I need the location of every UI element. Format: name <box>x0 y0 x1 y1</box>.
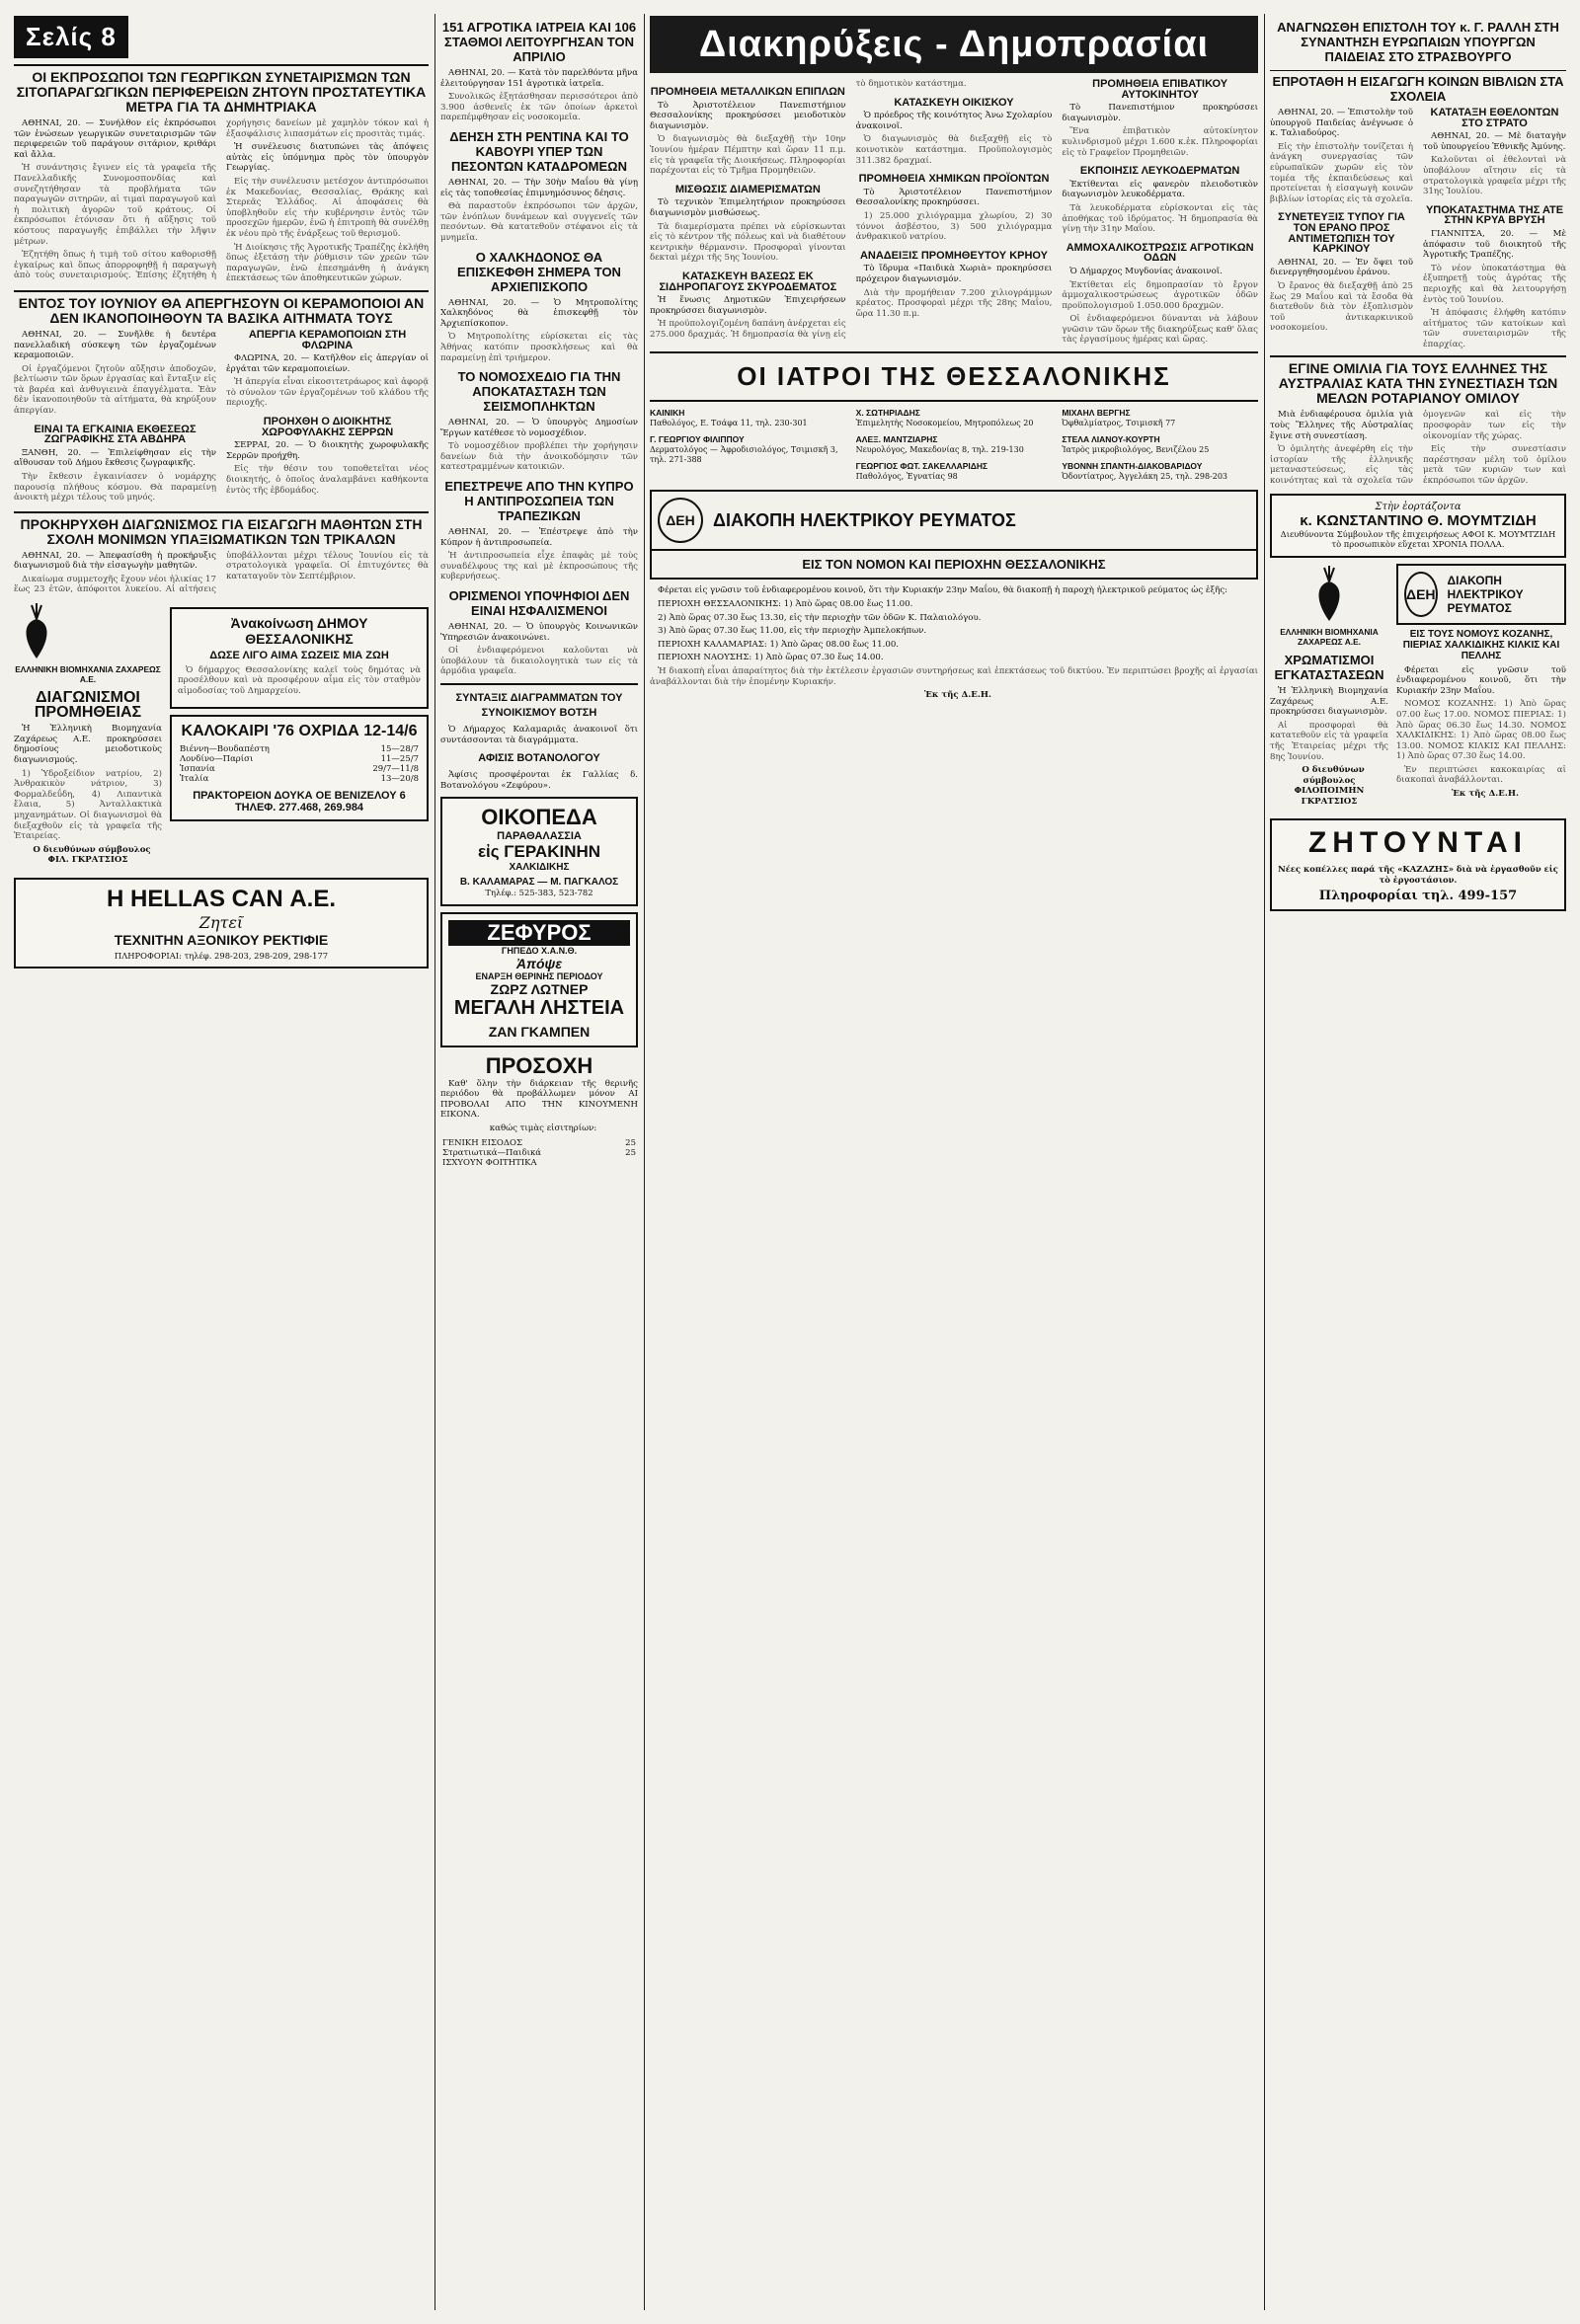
headline-cyprus-bankers: ΕΠΕΣΤΡΕΨΕ ΑΠΟ ΤΗΝ ΚΥΠΡΟ Η ΑΝΤΙΠΡΟΣΩΠΕΙΑ ΤΩΝ ΤΡΑΠΕΖΙΚΩΝ <box>444 479 634 524</box>
headline-rentina: ΔΕΗΣΗ ΣΤΗ ΡΕΝΤΙΝΑ ΚΑΙ ΤΟ ΚΑΒΟΥΡΙ ΥΠΕΡ ΤΩΝ ΠΕΣΟΝΤΩΝ ΚΑΤΑΔΡΟΜΕΩΝ <box>449 128 629 174</box>
attention-body: Καθ' ὅλην τὴν διάρκειαν τῆς θερινῆς περιόδου θὰ προβάλλωμεν μόνον ΑΙ ΠΡΟΒΟΛΑΙ ΑΠΟ ΤΗΝ ΚΙΝΟΥΜΕΝΗ ΕΙΚΟΝΑ. <box>440 1078 638 1121</box>
doctor-details: Ἰατρὸς μικροβιολόγος, Βενιζέλου 25 <box>1062 445 1210 455</box>
travel-row <box>178 764 421 774</box>
wanted-text: Νέες κοπέλλες παρά τῆς «ΚΑΖΑΖΗΣ» διὰ νὰ ἐργασθοῦν εἰς τὸ ἐργοστάσιον. <box>1278 864 1558 885</box>
article-text: ΑΘΗΝΑΙ, 20. — Συνήλθον εἰς ἐκπρόσωποι τῶν ἑνώσεων γεωργικῶν συνεταιρισμῶν τῶν περιφερειῶν τοῦ παράγουν σιτάριον, κριθάρι καὶ ἄλλα. <box>14 118 216 160</box>
hellas-role: ΤΕΧΝΙΤΗΝ ΑΞΟΝΙΚΟΥ ΡΕΚΤΙΦΙΕ <box>114 932 329 949</box>
hellas-can-ad <box>14 878 429 968</box>
name-day-intro: Στὴν ἑορτάζοντα <box>1375 502 1462 513</box>
doctor-entry <box>856 461 1053 482</box>
headline-candidates: ΟΡΙΣΜΕΝΟΙ ΥΠΟΨΗΦΙΟΙ ΔΕΝ ΕΙΝΑΙ ΗΣΦΑΛΙΣΜΕΝΟΙ <box>448 588 630 619</box>
plots-sub: ΠΑΡΑΘΑΛΑΣΣΙΑ <box>497 830 582 843</box>
headline-rural-clinics: 151 ΑΓΡΟΤΙΚΑ ΙΑΤΡΕΙΑ ΚΑΙ 106 ΣΤΑΘΜΟΙ ΛΕΙΤΟΥΡΓΗΣΑΝ ΤΟΝ ΑΠΡΙΛΙΟ <box>441 20 637 64</box>
doctor-entry <box>1062 461 1258 482</box>
power-cut-sign: Ἐκ τῆς Δ.Ε.Η. <box>924 690 991 701</box>
travel-title: ΚΑΛΟΚΑΙΡΙ '76 ΟΧΡΙΔΑ 12-14/6 <box>181 722 418 739</box>
power-cut-2-sign: Ἐκ τῆς Δ.Ε.Η. <box>1452 789 1519 800</box>
name-day-ad <box>1270 494 1566 557</box>
article-cooperatives: ΑΘΗΝΑΙ, 20. — Συνήλθον εἰς ἐκπρόσωποι τῶν ἑνώσεων γεωργικῶν συνεταιρισμῶν τῶν περιφερειῶν τοῦ παράγουν σιτάριον, κριθάρι καὶ ἄλλα. Ἡ συνάντησις ἔγινεν εἰς τὰ γραφεῖα τῆς Πανελλαδικῆς Συνομοσπονδίας καὶ συνεζητήθησαν τὰ προβλήματα τῶν παραγωγῶν σιτηρῶν, αἱ τιμαὶ παραγωγοῦ καὶ ἡ πολιτικὴ ἀγορῶν τοῦ κράτους. Οἱ ἐκπρόσωποι ἐτόνισαν ὅτι ἡ αὔξησις τοῦ κόστους παραγωγῆς ἐπιβάλλει τὴν λῆψιν μέτρων. Ἐζητήθη ὅπως ἡ τιμὴ τοῦ σίτου καθορισθῇ ἐγκαίρως καὶ ὅπως ἀπορροφηθῇ ἡ παραγωγὴ ἀπὸ τοὺς συνεταιρισμούς. Ἐπίσης ἐζητήθη ἡ χορήγησις δανείων μὲ χαμηλὸν τόκον καὶ ἡ ἐξασφάλισις λιπασμάτων εἰς προσιτὰς τιμάς. Ἡ συνέλευσις διατυπώνει τὰς ἀπόψεις αὐτὰς εἰς ὑπόμνημα πρὸς τὸν ὑπουργὸν Γεωργίας. Εἰς τὴν συνέλευσιν μετέσχον ἀντιπρόσωποι ἐκ Μακεδονίας, Θεσσαλίας, Θράκης καὶ Στερεᾶς Ἑλλάδος. Αἱ ἀποφάσεις θὰ ὑποβληθοῦν εἰς τὴν κυβέρνησιν ἐντὸς τῶν προσεχῶν ἡμερῶν, ἐνῶ ἡ ἐπιτροπὴ θὰ συνέλθῃ ἐκ νέου πρὸ τῆς ἐνάρξεως τοῦ θερισμοῦ. Ἡ Διοίκησις τῆς Ἀγροτικῆς Τραπέζης ἐκλήθη ὅπως ἐξετάσῃ τὴν ῥύθμισιν τῶν χρεῶν τῶν παραγωγῶν, ἐνῶ ἐπεσημάνθη ἡ ἀνάγκη ἐπεκτάσεως τῶν ἀποθηκευτικῶν χώρων. <box>14 118 429 284</box>
doctor-entry <box>856 434 1053 455</box>
ticket-price-row <box>440 1158 638 1168</box>
tender-title: ΔΙΑΓΩΝΙΣΜΟΙ ΠΡΟΜΗΘΕΙΑΣ <box>34 689 142 722</box>
headline-cooperatives: ΟΙ ΕΚΠΡΟΣΩΠΟΙ ΤΩΝ ΓΕΩΡΓΙΚΩΝ ΣΥΝΕΤΑΙΡΙΣΜΩΝ ΤΩΝ ΣΙΤΟΠΑΡΑΓΩΓΙΚΩΝ ΠΕΡΙΦΕΡΕΙΩΝ ΖΗΤΟΥΝ ΠΡΟΣΤΑΤΕΥΤΙΚΑ ΜΕΤΡΑ ΓΙΑ ΤΑ ΔΗΜΗΤΡΙΑΚΑ <box>14 64 429 115</box>
doctors-directory <box>650 408 1258 482</box>
doctor-name: ΜΙΧΑΗΛ ΒΕΡΓΗΣ <box>1062 408 1131 419</box>
doctors-title: ΟΙ ΙΑΤΡΟΙ ΤΗΣ ΘΕΣΣΑΛΟΝΙΚΗΣ <box>650 351 1258 402</box>
power-cut-zone: 2) Ἀπὸ ὥρας 07.30 ἕως 13.30, εἰς τὴν περιοχὴν τῶν ὁδῶν Κ. Παλαιολόγου. <box>658 612 982 623</box>
dei-logo-icon: ΔΕΗ <box>1404 572 1438 617</box>
power-cut-zone: ΠΕΡΙΟΧΗ ΚΑΛΑΜΑΡΙΑΣ: 1) Ἀπὸ ὥρας 08.00 ἕως 11.00. <box>658 639 900 650</box>
notice-diagrams <box>440 725 638 745</box>
power-cut-zone: ΠΕΡΙΟΧΗ ΘΕΣΣΑΛΟΝΙΚΗΣ: 1) Ἀπὸ ὥρας 08.00 ἕως 11.00. <box>658 599 913 609</box>
article-text: ΑΘΗΝΑΙ, 20. — Ἐν ὄψει τοῦ διενεργηθησομένου ἐράνου. <box>1270 257 1413 278</box>
travel-row-value: 15—28/7 <box>380 743 419 754</box>
article-clinics: ΑΘΗΝΑΙ, 20. — Κατὰ τὸν παρελθόντα μῆνα ἐλειτούργησαν 151 ἀγροτικὰ ἰατρεῖα. Συνολικῶς ἐξητάσθησαν περισσότεροι ἀπὸ 3.900 ἀσθενεῖς ἐκ τῶν ὁποίων ἀρκετοὶ παρεπέμφθησαν εἰς νοσοκομεῖα. <box>440 68 638 123</box>
sugar-company-name: ΕΛΛΗΝΙΚΗ ΒΙΟΜΗΧΑΝΙΑ ΖΑΧΑΡΕΩΣ Α.Ε. <box>15 663 161 685</box>
power-cut-zone: ΠΕΡΙΟΧΗ ΝΑΟΥΣΗΣ: 1) Ἀπὸ ὥρας 07.30 ἕως 14.00. <box>658 653 884 663</box>
painting-title: ΧΡΩΜΑΤΙΣΜΟΙ ΕΓΚΑΤΑΣΤΑΣΕΩΝ <box>1274 652 1384 682</box>
doctor-name: Γ. ΓΕΩΡΓΙΟΥ ΦΙΛΙΠΠΟΥ <box>650 434 745 445</box>
headline-ceramics-strike: ΕΝΤΟΣ ΤΟΥ ΙΟΥΝΙΟΥ ΘΑ ΑΠΕΡΓΗΣΟΥΝ ΟΙ ΚΕΡΑΜΟΠΟΙΟΙ ΑΝ ΔΕΝ ΙΚΑΝΟΠΟΙΗΘΟΥΝ ΤΑ ΒΑΣΙΚΑ ΑΙΤΗΜΑΤΑ ΤΟΥΣ <box>14 290 429 326</box>
doctor-details: Παθολόγος, Ε. Τσάφα 11, τηλ. 230-301 <box>650 419 808 428</box>
article-chalkidonos: ΑΘΗΝΑΙ, 20. — Ὁ Μητροπολίτης Χαλκηδόνος θὰ ἐπισκεφθῇ τὸν Ἀρχιεπίσκοπον. Ὁ Μητροπολίτης εὑρίσκεται εἰς τὰς Ἀθήνας κατόπιν προσκλήσεως καὶ θὰ παραμείνῃ ἐπὶ τριήμερον. <box>440 297 638 363</box>
column-rule <box>644 14 645 2310</box>
subheadline-exhibition: ΕΙΝΑΙ ΤΑ ΕΓΚΑΙΝΙΑ ΕΚΘΕΣΕΩΣ ΖΩΓΡΑΦΙΚΗΣ ΣΤΑ ΑΒΔΗΡΑ <box>34 423 197 446</box>
sugar-beet-icon <box>1306 564 1352 623</box>
tender-title: ΚΑΤΑΣΚΕΥΗ ΒΑΣΕΩΣ ΕΚ ΣΙΔΗΡΟΠΑΓΟΥΣ ΣΚΥΡΟΔΕΜΑΤΟΣ <box>659 270 837 293</box>
plots-place: εἰς ΓΕΡΑΚΙΝΗΝ <box>477 842 601 862</box>
doctor-details: Ἐπιμελητὴς Νοσοκομείου, Μητροπόλεως 20 <box>855 419 1034 428</box>
tender-text: Τὸ τεχνικὸν Ἐπιμελητήριον προκηρύσσει διαγωνισμὸν μισθώσεως. <box>650 197 846 218</box>
newspaper-page <box>14 14 1566 2310</box>
article-text: ΓΙΑΝΝΙΤΣΑ, 20. — Μὲ ἀπόφασιν τοῦ διοικητοῦ τῆς Ἀγροτικῆς Τραπέζης. <box>1423 228 1566 261</box>
doctor-name: ΑΛΕΞ. ΜΑΝΤΖΙΑΡΗΣ <box>855 434 938 445</box>
attention-text <box>440 1079 638 1134</box>
tender-sign: Ο διευθύνων σύμβουλος ΦΙΛ. ΓΚΡΑΤΣΙΟΣ <box>33 844 151 866</box>
tender-title: ΕΚΠΟΙΗΣΙΣ ΛΕΥΚΟΔΕΡΜΑΤΩΝ <box>1079 165 1240 178</box>
ticket-price-row-value: 25 <box>625 1137 636 1148</box>
hellas-info: ΠΛΗΡΟΦΟΡΙΑΙ: τηλέφ. 298-203, 298-209, 298-177 <box>114 951 329 962</box>
tender-title: ΚΑΤΑΣΚΕΥΗ ΟΙΚΙΣΚΟΥ <box>894 96 1014 109</box>
power-cut-subheader <box>650 551 1258 580</box>
travel-row-value: 11—25/7 <box>380 753 419 764</box>
doctor-entry <box>1062 434 1258 455</box>
travel-row <box>178 744 421 754</box>
headline-common-books: ΕΠΡΟΤΑΘΗ Η ΕΙΣΑΓΩΓΗ ΚΟΙΝΩΝ ΒΙΒΛΙΩΝ ΣΤΑ ΣΧΟΛΕΙΑ <box>1270 70 1566 104</box>
doctor-details: Ὀδοντίατρος, Ἀγγελάκη 25, τηλ. 298-203 <box>1062 472 1228 482</box>
cinema-sub: ΓΗΠΕΔΟ Χ.Α.Ν.Θ. <box>501 945 578 956</box>
article-text: Μιὰ ἐνδιαφέρουσα ὁμιλία γιὰ τοὺς Ἕλληνες τῆς Αὐστραλίας ἔγινε στὴ συνεστίαση. <box>1270 410 1413 441</box>
article-ceramics: ΑΘΗΝΑΙ, 20. — Συνῆλθε ἡ δευτέρα πανελλαδική σύσκεψη τῶν ἐργαζομένων κεραμοποιῶν. Οἱ ἐργαζόμενοι ζητοῦν αὔξησιν ἀποδοχῶν, βελτίωσιν τῶν ὅρων ἐργασίας καὶ ἔνταξιν εἰς τὰ βαρέα καὶ ἀνθυγιεινὰ ἐπαγγέλματα. Ἐὰν δὲν ἱκανοποιηθοῦν τὰ αἰτήματα, θὰ κηρύξουν ἀπεργίαν. ΕΙΝΑΙ ΤΑ ΕΓΚΑΙΝΙΑ ΕΚΘΕΣΕΩΣ ΖΩΓΡΑΦΙΚΗΣ ΣΤΑ ΑΒΔΗΡΑ ΞΑΝΘΗ, 20. — Ἐπιλείφθησαν εἰς τὴν αἴθουσαν τοῦ Δήμου ἔκθεσις ζωγραφικῆς. Τὴν ἔκθεσιν ἐγκαινίασεν ὁ νομάρχης παρουσίᾳ πλήθους κόσμου. Θὰ παραμείνῃ ἀνοικτὴ μέχρι τέλους τοῦ μηνός. ΑΠΕΡΓΙΑ ΚΕΡΑΜΟΠΟΙΩΝ ΣΤΗ ΦΛΩΡΙΝΑ ΦΛΩΡΙΝΑ, 20. — Κατῆλθον εἰς ἀπεργίαν οἱ ἐργάται τῶν κεραμοποιείων. Ἡ ἀπεργία εἶναι εἰκοσιτετράωρος καὶ ἀφορᾷ τὸ σύνολον τῶν ἐργαζομένων τοῦ κλάδου τῆς περιοχῆς. ΠΡΟΗΧΘΗ Ο ΔΙΟΙΚΗΤΗΣ ΧΩΡΟΦΥΛΑΚΗΣ ΣΕΡΡΩΝ ΣΕΡΡΑΙ, 20. — Ὁ διοικητὴς χωροφυλακῆς Σερρῶν προήχθη. Εἰς τὴν θέσιν του τοποθετεῖται νέος διοικητής, ὁ ὁποῖος ἀναλαμβάνει καθήκοντα ἐντὸς τῆς ἑβδομάδος. <box>14 328 429 504</box>
ticket-price-row-value <box>613 1158 638 1168</box>
sugar-company-name: ΕΛΛΗΝΙΚΗ ΒΙΟΜΗΧΑΝΙΑ ΖΑΧΑΡΕΩΣ Α.Ε. <box>1280 626 1379 647</box>
ticket-prices <box>440 1138 638 1168</box>
section-banner: Διακηρύξεις - Δημοπρασίαι <box>650 16 1258 73</box>
doctor-entry <box>1062 408 1258 428</box>
travel-row-label: Λονδίνο—Παρίσι <box>180 753 254 764</box>
notice-diagrams-title: ΣΥΝΤΑΞΙΣ ΔΙΑΓΡΑΜΜΑΤΩΝ ΤΟΥ ΣΥΝΟΙΚΙΣΜΟΥ ΒΟΤΣΗ <box>455 692 623 719</box>
article-text: ΑΘΗΝΑΙ, 20. — Ἐπέστρεψε ἀπὸ τὴν Κύπρον ἡ ἀντιπροσωπεία. <box>440 527 638 548</box>
travel-ad <box>170 715 429 821</box>
power-cut-title: ΔΙΑΚΟΠΗ ΗΛΕΚΤΡΙΚΟΥ ΡΕΥΜΑΤΟΣ <box>713 509 1016 530</box>
article-text: ΑΘΗΝΑΙ, 20. — Τὴν 30ὴν Μαΐου θὰ γίνῃ εἰς τὰς τοποθεσίας ἐπιμνημόσυνος δέησις. <box>440 177 638 198</box>
subheadline-serres: ΠΡΟΗΧΘΗ Ο ΔΙΟΙΚΗΤΗΣ ΧΩΡΟΦΥΛΑΚΗΣ ΣΕΡΡΩΝ <box>261 416 394 438</box>
power-cut-header <box>650 490 1258 551</box>
ticket-price-row-label: Στρατιωτικά—Παιδικά <box>442 1147 541 1158</box>
doctor-name: Χ. ΣΩΤΗΡΙΑΔΗΣ <box>855 408 920 419</box>
column-rule <box>434 14 435 2310</box>
travel-row <box>178 754 421 764</box>
article-trikala: ΑΘΗΝΑΙ, 20. — Ἀπεφασίσθη ἡ προκήρυξις διαγωνισμοῦ διὰ τὴν εἰσαγωγὴν μαθητῶν. Δικαίωμα συμμετοχῆς ἔχουν νέοι ἡλικίας 17 ἕως 23 ἐτῶν, ἀπόφοιτοι λυκείου. Αἱ αἰτήσεις ὑποβάλλονται μέχρι τέλους Ἰουνίου εἰς τὰ στρατολογικὰ γραφεῖα. Οἱ ἐπιτυχόντες θὰ καταταγοῦν τὸν Σεπτέμβριον. <box>14 550 429 595</box>
article-rallis: ΑΘΗΝΑΙ, 20. — Ἐπιστολὴν τοῦ ὑπουργοῦ Παιδείας ἀνέγνωσε ὁ κ. Ταλιαδούρος. Εἰς τὴν ἐπιστολὴν τονίζεται ἡ ἀνάγκη συνεργασίας τῶν εὐρωπαϊκῶν χωρῶν εἰς τὸν τομέα τῆς ἐκπαιδεύσεως καὶ προτείνεται ἡ εἰσαγωγὴ κοινῶν βιβλίων ἱστορίας εἰς τὰ σχολεῖα. ΣΥΝΕΤΕΥΞΙΣ ΤΥΠΟΥ ΓΙΑ ΤΟΝ ΕΡΑΝΟ ΠΡΟΣ ΑΝΤΙΜΕΤΩΠΙΣΗ ΤΟΥ ΚΑΡΚΙΝΟΥ ΑΘΗΝΑΙ, 20. — Ἐν ὄψει τοῦ διενεργηθησομένου ἐράνου. Ὁ ἔρανος θὰ διεξαχθῇ ἀπὸ 25 ἕως 29 Μαΐου καὶ τὰ ἔσοδα θὰ διατεθοῦν διὰ τὸν ἐξοπλισμὸν τοῦ ἀντικαρκινικοῦ νοσοκομείου. ΚΑΤΑΤΑΞΗ ΕΘΕΛΟΝΤΩΝ ΣΤΟ ΣΤΡΑΤΟ ΑΘΗΝΑΙ, 20. — Μὲ διαταγὴν τοῦ ὑπουργείου Ἐθνικῆς Ἀμύνης. Καλοῦνται οἱ ἐθελονταὶ νὰ ὑποβάλουν αἴτησιν εἰς τὰ στρατολογικὰ γραφεῖα μέχρι τῆς 31ης Ἰουλίου. ΥΠΟΚΑΤΑΣΤΗΜΑ ΤΗΣ ΑΤΕ ΣΤΗΝ ΚΡΥΑ ΒΡΥΣΗ ΓΙΑΝΝΙΤΣΑ, 20. — Μὲ ἀπόφασιν τοῦ διοικητοῦ τῆς Ἀγροτικῆς Τραπέζης. Τὸ νέον ὑποκατάστημα θὰ ἐξυπηρετῇ τοὺς ἀγρότας τῆς περιοχῆς καὶ θὰ λειτουργήσῃ ἐντὸς τοῦ Ἰουνίου. Ἡ ἀπόφασις ἐλήφθη κατόπιν αἰτήματος τῶν κατοίκων καὶ τῶν συνεταιρισμῶν τῆς ἐπαρχίας. <box>1270 107 1566 349</box>
power-cut-intro: Φέρεται εἰς γνῶσιν τοῦ ἐνδιαφερομένου κοινοῦ, ὅτι τὴν Κυριακήν 23ην Μαΐου, θὰ διακοπῇ ἡ παροχὴ ἠλεκτρικοῦ ρεύματος ὡς ἑξῆς: <box>658 585 1228 596</box>
article-text: ΑΘΗΝΑΙ, 20. — Κατὰ τὸν παρελθόντα μῆνα ἐλειτούργησαν 151 ἀγροτικὰ ἰατρεῖα. <box>440 68 638 89</box>
cinema-tonight: Ἀπόψε <box>515 955 563 971</box>
article-text: ΣΕΡΡΑΙ, 20. — Ὁ διοικητὴς χωροφυλακῆς Σερρῶν προήχθη. <box>226 440 429 461</box>
article-text: ΑΘΗΝΑΙ, 20. — Ὁ ὑπουργὸς Δημοσίων Ἔργων κατέθεσε τὸ νομοσχέδιον. <box>440 418 638 438</box>
article-text: ΑΘΗΝΑΙ, 20. — Ὁ Μητροπολίτης Χαλκηδόνος θὰ ἐπισκεφθῇ τὸν Ἀρχιεπίσκοπον. <box>440 297 638 329</box>
travel-row-label: Ἰσπανία <box>180 763 215 774</box>
article-text: ΑΘΗΝΑΙ, 20. — Μὲ διαταγὴν τοῦ ὑπουργείου Ἐθνικῆς Ἀμύνης. <box>1423 131 1566 152</box>
tender-text: Τὸ Ἀριστοτέλειον Πανεπιστήμιον Θεσσαλονίκης προκηρύσσει μειοδοτικὸν διαγωνισμὸν. <box>650 100 846 131</box>
notice-title: Ἀνακοίνωση ΔΗΜΟΥ ΘΕΣΣΑΛΟΝΙΚΗΣ <box>230 614 368 647</box>
tender-text: Τὸ Πανεπιστήμιον προκηρύσσει διαγωνισμὸν. <box>1062 103 1258 123</box>
cinema-actor-2: ΖΑΝ ΓΚΑΜΠΕΝ <box>488 1023 591 1040</box>
column-2 <box>440 14 638 1168</box>
headline-australia: ΕΓΙΝΕ ΟΜΙΛΙΑ ΓΙΑ ΤΟΥΣ ΕΛΛΗΝΕΣ ΤΗΣ ΑΥΣΤΡΑΛΙΑΣ ΚΑΤΑ ΤΗΝ ΣΥΝΕΣΤΙΑΣΗ ΤΩΝ ΜΕΛΩΝ ΡΟΤΑΡΙΑΝΟΥ ΟΜΙΛΟΥ <box>1270 355 1566 406</box>
wanted-ad <box>1270 818 1566 910</box>
tender-title: ΑΜΜΟΧΑΛΙΚΟΣΤΡΩΣΙΣ ΑΓΡΟΤΙΚΩΝ ΟΔΩΝ <box>1066 241 1254 265</box>
blood-donation-notice: Ἀνακοίνωση ΔΗΜΟΥ ΘΕΣΣΑΛΟΝΙΚΗΣ ΔΩΣΕ ΛΙΓΟ ΑΙΜΑ ΣΩΖΕΙΣ ΜΙΑ ΖΩΗ Ὁ δήμαρχος Θεσσαλονίκης καλεῖ τοὺς δημότας νὰ προσέλθουν καὶ νὰ προσφέρουν αἷμα εἰς τὸν σταθμὸν αἰμοδοσίας τοῦ Δημαρχείου. <box>170 607 429 709</box>
plots-ad <box>440 797 638 905</box>
doctor-details: Νευρολόγος, Μακεδονίας 8, τηλ. 219-130 <box>855 445 1024 455</box>
section-flag <box>14 16 429 58</box>
tenders-block: ΠΡΟΜΗΘΕΙΑ ΜΕΤΑΛΛΙΚΩΝ ΕΠΙΠΛΩΝ Τὸ Ἀριστοτέλειον Πανεπιστήμιον Θεσσαλονίκης προκηρύσσει μειοδοτικὸν διαγωνισμὸν. Ὁ διαγωνισμὸς θὰ διεξαχθῇ τὴν 10ην Ἰουνίου ἡμέραν Πέμπτην καὶ ὥραν 11 π.μ. εἰς τὰ γραφεῖα τῆς Διοικήσεως. Πληροφορίαι παρέχονται εἰς τὸ Τμῆμα Προμηθειῶν. ΜΙΣΘΩΣΙΣ ΔΙΑΜΕΡΙΣΜΑΤΩΝ Τὸ τεχνικὸν Ἐπιμελητήριον προκηρύσσει διαγωνισμὸν μισθώσεως. Τὰ διαμερίσματα πρέπει νὰ εὑρίσκωνται εἰς τὸ κέντρον τῆς πόλεως καὶ νὰ διαθέτουν κεντρικὴν θέρμανσιν. Προσφοραὶ γίνονται δεκταὶ μέχρι τῆς 5ης Ἰουνίου. ΚΑΤΑΣΚΕΥΗ ΒΑΣΕΩΣ ΕΚ ΣΙΔΗΡΟΠΑΓΟΥΣ ΣΚΥΡΟΔΕΜΑΤΟΣ Ἡ ἕνωσις Δημοτικῶν Ἐπιχειρήσεων προκηρύσσει διαγωνισμὸν. Ἡ προϋπολογιζομένη δαπάνη ἀνέρχεται εἰς 275.000 δραχμάς. Ἡ δημοπρασία θὰ γίνῃ εἰς τὸ δημοτικὸν κατάστημα. ΚΑΤΑΣΚΕΥΗ ΟΙΚΙΣΚΟΥ Ὁ πρόεδρος τῆς κοινότητος Ἀνω Σχολαρίου ἀνακοινοῖ. Ὁ διαγωνισμὸς θὰ διεξαχθῇ εἰς τὸ κοινοτικὸν κατάστημα. Προϋπολογισμὸς 311.382 δραχμαί. ΠΡΟΜΗΘΕΙΑ ΧΗΜΙΚΩΝ ΠΡΟΪΟΝΤΩΝ Τὸ Ἀριστοτέλειον Πανεπιστήμιον Θεσσαλονίκης προκηρύσσει. 1) 25.000 χιλιόγραμμα χλωρίου, 2) 30 τόννοι ἀσβέστου, 3) 500 χιλιόγραμμα ἀνθρακικοῦ νατρίου. ΑΝΑΔΕΙΞΙΣ ΠΡΟΜΗΘΕΥΤΟΥ ΚΡΗΟΥ Τὸ ἵδρυμα «Παιδικὰ Χωριὰ» προκηρύσσει πρόχειρον διαγωνισμόν. Διὰ τὴν προμήθειαν 7.200 χιλιογράμμων κρέατος. Προσφοραὶ μέχρι τῆς 28ης Μαΐου, ὥρα 11.30 π.μ. ΠΡΟΜΗΘΕΙΑ ΕΠΙΒΑΤΙΚΟΥ ΑΥΤΟΚΙΝΗΤΟΥ Τὸ Πανεπιστήμιον προκηρύσσει διαγωνισμὸν. Ἕνα ἐπιβατικὸν αὐτοκίνητον κυλινδρισμοῦ μέχρι 1.600 κ.ἑκ. Πληροφορίαι εἰς τὸ Γραφεῖον Προμηθειῶν. ΕΚΠΟΙΗΣΙΣ ΛΕΥΚΟΔΕΡΜΑΤΩΝ Ἐκτίθενται εἰς φανερὸν πλειοδοτικὸν διαγωνισμὸν λευκοδέρματα. Τὰ λευκοδέρματα εὑρίσκονται εἰς τὰς ἀποθήκας τοῦ ἱδρύματος. Ἡ δημοπρασία θὰ γίνῃ τὴν 31ην Μαΐου. ΑΜΜΟΧΑΛΙΚΟΣΤΡΩΣΙΣ ΑΓΡΟΤΙΚΩΝ ΟΔΩΝ Ὁ Δήμαρχος Μυγδονίας ἀνακοινοῖ. Ἐκτίθεται εἰς δημοπρασίαν τὸ ἔργον ἀμμοχαλικοστρώσεως ἀγροτικῶν ὁδῶν προϋπολογισμοῦ 1.050.000 δραχμῶν. Οἱ ἐνδιαφερόμενοι δύνανται νὰ λάβουν γνῶσιν τῶν ὅρων τῆς διακηρύξεως καθ' ὅλας τὰς ἐργασίμους ἡμέρας καὶ ὥρας. <box>650 78 1258 346</box>
headline-chalkidonos: Ο ΧΑΛΚΗΔΟΝΟΣ ΘΑ ΕΠΙΣΚΕΦΘΗ ΣΗΜΕΡΑ ΤΟΝ ΑΡΧΙΕΠΙΣΚΟΠΟ <box>457 249 621 294</box>
tender-text: Ὁ Δήμαρχος Μυγδονίας ἀνακοινοῖ. <box>1069 266 1223 276</box>
article-text: ΑΘΗΝΑΙ, 20. — Ἐπιστολὴν τοῦ ὑπουργοῦ Παιδείας ἀνέγνωσε ὁ κ. Ταλιαδούρος. <box>1270 108 1413 139</box>
travel-table <box>178 744 421 784</box>
power-cut-sub: ΕΙΣ ΤΟΝ ΝΟΜΟΝ ΚΑΙ ΠΕΡΙΟΧΗΝ ΘΕΣΣΑΛΟΝΙΚΗΣ <box>802 557 1106 573</box>
hellas-wanted: Ζητεῖ <box>198 913 244 933</box>
tender-text: Ἡ Ἑλληνικὴ Βιομηχανία Ζαχάρεως Α.Ε. προκηρύσσει δημοσίους μειοδοτικοὺς διαγωνισμούς. 1) Ὑδροξείδιον νατρίου, 2) Ἀνθρακικὸν νάτριον, 3) Φορμαλδεΰδη, 4) Λιπαντικὰ ἔλαια, 5) Ἀνταλλακτικὰ μηχανημάτων. Οἱ διαγωνισμοὶ θὰ διεξαχθοῦν εἰς τὰ γραφεῖα τῆς Ἑταιρείας. Ο διευθύνων σύμβουλος ΦΙΛ. ΓΚΡΑΤΣΙΟΣ <box>14 724 162 866</box>
column-3 <box>650 14 1258 705</box>
power-cut-2-intro: Φέρεται εἰς γνῶσιν τοῦ ἐνδιαφερομένου κοινοῦ, ὅτι τὴν Κυριακήν 23ην Μαΐου. <box>1396 664 1566 696</box>
tender-text: Τὸ Ἀριστοτέλειον Πανεπιστήμιον Θεσσαλονίκης προκηρύσσει. <box>855 187 1053 208</box>
power-cut-body: Φέρεται εἰς γνῶσιν τοῦ ἐνδιαφερομένου κοινοῦ, ὅτι τὴν Κυριακήν 23ην Μαΐου, θὰ διακοπῇ ἡ παροχὴ ἠλεκτρικοῦ ρεύματος ὡς ἑξῆς: ΠΕΡΙΟΧΗ ΘΕΣΣΑΛΟΝΙΚΗΣ: 1) Ἀπὸ ὥρας 08.00 ἕως 11.00. 2) Ἀπὸ ὥρας 07.30 ἕως 13.30, εἰς τὴν περιοχὴν τῶν ὁδῶν Κ. Παλαιολόγου. 3) Ἀπὸ ὥρας 07.30 ἕως 11.00, εἰς τὴν περιοχὴν Ἀμπελοκήπων. ΠΕΡΙΟΧΗ ΚΑΛΑΜΑΡΙΑΣ: 1) Ἀπὸ ὥρας 08.00 ἕως 11.00. ΠΕΡΙΟΧΗ ΝΑΟΥΣΗΣ: 1) Ἀπὸ ὥρας 07.30 ἕως 14.00. Ἡ διακοπὴ εἶναι ἀπαραίτητος διὰ τὴν ἐκτέλεσιν ἐργασιῶν συντηρήσεως καὶ ἐπεκτάσεως τοῦ δικτύου. Ἐν περιπτώσει βροχῆς αἱ ἐργασίαι ἀναβάλλονται διὰ τὴν ἐπομένην Κυριακήν. Ἐκ τῆς Δ.Ε.Η. <box>650 585 1258 701</box>
notice-slogan: ΔΩΣΕ ΛΙΓΟ ΑΙΜΑ ΣΩΖΕΙΣ ΜΙΑ ΖΩΗ <box>209 649 389 661</box>
notice-botanist-title: ΑΦΙΣΙΣ ΒΟΤΑΝΟΛΟΓΟΥ <box>478 752 600 765</box>
attention-title: ΠΡΟΣΟΧΗ <box>485 1052 593 1078</box>
subheadline-volunteers: ΚΑΤΑΤΑΞΗ ΕΘΕΛΟΝΤΩΝ ΣΤΟ ΣΤΡΑΤΟ <box>1430 107 1559 129</box>
plots-phone: Τηλέφ.: 525-383, 523-782 <box>485 888 593 898</box>
subheadline-cancer: ΣΥΝΕΤΕΥΞΙΣ ΤΥΠΟΥ ΓΙΑ ΤΟΝ ΕΡΑΝΟ ΠΡΟΣ ΑΝΤΙΜΕΤΩΠΙΣΗ ΤΟΥ ΚΑΡΚΙΝΟΥ <box>1278 211 1405 256</box>
page-number-label: Σελίς 8 <box>14 16 128 58</box>
power-cut-2-header <box>1396 564 1566 625</box>
article-cyprus: ΑΘΗΝΑΙ, 20. — Ἐπέστρεψε ἀπὸ τὴν Κύπρον ἡ ἀντιπροσωπεία. Ἡ ἀντιπροσωπεία εἶχε ἐπαφὰς μὲ τοὺς συναδέλφους της καὶ μὲ ἐκπροσώπους τῆς κυβερνήσεως. <box>440 527 638 582</box>
article-text: ΑΘΗΝΑΙ, 20. — Ἀπεφασίσθη ἡ προκήρυξις διαγωνισμοῦ διὰ τὴν εἰσαγωγὴν μαθητῶν. <box>14 550 216 572</box>
doctor-name: ΥΒΟΝΝΗ ΣΠΑΝΤΗ-ΔΙΑΚΟΒΑΡΙΔΟΥ <box>1062 461 1203 472</box>
travel-row-value: 13—20/8 <box>380 773 419 784</box>
painting-text: Ἡ Ἑλληνικὴ Βιομηχανία Ζαχάρεως Α.Ε. προκηρύσσει διαγωνισμὸν. Αἱ προσφοραὶ θὰ κατατεθοῦν εἰς τὰ γραφεῖα τῆς Ἑταιρείας μέχρι τῆς 8ης Ἰουνίου. Ο διευθύνων σύμβουλος ΦΙΛΟΠΟΙΜΗΝ ΓΚΡΑΤΣΙΟΣ <box>1270 685 1388 807</box>
doctor-details: Παθολόγος, Ἐγνατίας 98 <box>855 472 958 482</box>
tender-text: Ὁ πρόεδρος τῆς κοινότητος Ἀνω Σχολαρίου ἀνακοινοῖ. <box>855 111 1053 131</box>
sugar-beet-icon <box>14 601 59 660</box>
article-text: Ἡ συνέλευσις διατυπώνει τὰς ἀπόψεις αὐτὰς εἰς ὑπόμνημα πρὸς τὸν ὑπουργὸν Γεωργίας. <box>226 142 429 174</box>
tender-title: ΠΡΟΜΗΘΕΙΑ ΕΠΙΒΑΤΙΚΟΥ ΑΥΤΟΚΙΝΗΤΟΥ <box>1092 78 1228 101</box>
headline-rallis-letter: ΑΝΑΓΝΩΣΘΗ ΕΠΙΣΤΟΛΗ ΤΟΥ κ. Γ. ΡΑΛΛΗ ΣΤΗ ΣΥΝΑΝΤΗΣΗ ΕΥΡΩΠΑΙΩΝ ΥΠΟΥΡΓΩΝ ΠΑΙΔΕΙΑΣ ΣΤΟ ΣΤΡΑΣΒΟΥΡΓΟ <box>1277 20 1559 64</box>
notice-botanist <box>440 770 638 791</box>
subheadline-ate-branch: ΥΠΟΚΑΤΑΣΤΗΜΑ ΤΗΣ ΑΤΕ ΣΤΗΝ ΚΡΥΑ ΒΡΥΣΗ <box>1425 203 1564 227</box>
sugar-company-ad-2 <box>1270 564 1388 812</box>
cinema-film: ΜΕΓΑΛΗ ΛΗΣΤΕΙΑ <box>453 996 625 1019</box>
article-rentina: ΑΘΗΝΑΙ, 20. — Τὴν 30ὴν Μαΐου θὰ γίνῃ εἰς τὰς τοποθεσίας ἐπιμνημόσυνος δέησις. Θὰ παραστοῦν ἐκπρόσωποι τῶν ἀρχῶν, τῶν ἐνόπλων δυνάμεων καὶ συγγενεῖς τῶν πεσόντων. Θὰ κατατεθοῦν στέφανοι εἰς τὰ μνημεῖα. <box>440 177 638 243</box>
name-day-name: κ. ΚΩΝΣΤΑΝΤΙΝΟ Θ. ΜΟΥΜΤΖΙΔΗ <box>1300 512 1537 530</box>
article-australia: Μιὰ ἐνδιαφέρουσα ὁμιλία γιὰ τοὺς Ἕλληνες τῆς Αὐστραλίας ἔγινε στὴ συνεστίαση. Ὁ ὁμιλητὴς ἀνεφέρθη εἰς τὴν ἱστορίαν τῆς ἑλληνικῆς μεταναστεύσεως, εἰς τὰς κοινότητας καὶ τὰ σχολεῖα τῶν ὁμογενῶν καὶ εἰς τὴν προσφορὰν των εἰς τὴν οἰκονομίαν τῆς χώρας. Εἰς τὴν συνεστίασιν παρέστησαν μέλη τοῦ ὁμίλου μετὰ τῶν κυριῶν των καὶ ἐκπρόσωποι τῶν ἀρχῶν. <box>1270 410 1566 487</box>
plots-region: ΧΑΛΚΙΔΙΚΗΣ <box>509 862 570 874</box>
headline-earthquake-bill: ΤΟ ΝΟΜΟΣΧΕΔΙΟ ΓΙΑ ΤΗΝ ΑΠΟΚΑΤΑΣΤΑΣΗ ΤΩΝ ΣΕΙΣΜΟΠΛΗΚΤΩΝ <box>457 369 621 415</box>
article-text: ΦΛΩΡΙΝΑ, 20. — Κατῆλθον εἰς ἀπεργίαν οἱ ἐργάται τῶν κεραμοποιείων. <box>226 353 429 374</box>
cinema-actor: ΖΩΡΖ ΛΩΤΝΕΡ <box>490 980 589 997</box>
painting-sign: Ο διευθύνων σύμβουλος ΦΙΛΟΠΟΙΜΗΝ ΓΚΡΑΤΣΙΟΣ <box>1294 765 1365 807</box>
column-4 <box>1270 14 1566 917</box>
ticket-price-row-value: 25 <box>625 1147 636 1158</box>
doctor-name: ΚΑΙΝΙΚΗ <box>650 408 685 419</box>
power-cut-2-body: Φέρεται εἰς γνῶσιν τοῦ ἐνδιαφερομένου κοινοῦ, ὅτι τὴν Κυριακήν 23ην Μαΐου. ΝΟΜΟΣ ΚΟΖΑΝΗΣ: 1) Ἀπὸ ὥρας 07.00 ἕως 17.00. ΝΟΜΟΣ ΠΙΕΡΙΑΣ: 1) Ἀπὸ ὥρας 06.30 ἕως 14.30. ΝΟΜΟΣ ΧΑΛΚΙΔΙΚΗΣ: 1) Ἀπὸ ὥρας 08.00 ἕως 13.00. ΝΟΜΟΣ ΚΙΛΚΙΣ ΚΑΙ ΠΕΛΛΗΣ: 1) Ἀπὸ ὥρας 07.30 ἕως 14.00. Ἐν περιπτώσει κακοκαιρίας αἱ διακοπαὶ ἀναβάλλονται. Ἐκ τῆς Δ.Ε.Η. <box>1396 664 1566 800</box>
wanted-contact: Πληροφορίαι τηλ. 499-157 <box>1318 888 1518 903</box>
cinema-title: ΖΕΦΥΡΟΣ <box>448 920 630 946</box>
notice-text: Ὁ Δήμαρχος Καλαμαριᾶς ἀνακοινοῖ ὅτι συντάσσονται τὰ διαγράμματα. <box>440 725 638 745</box>
doctor-entry <box>650 408 846 428</box>
power-cut-zones <box>650 599 1258 663</box>
wanted-title: ΖΗΤΟΥΝΤΑΙ <box>1307 826 1529 860</box>
tender-title: ΠΡΟΜΗΘΕΙΑ ΜΕΤΑΛΛΙΚΩΝ ΕΠΙΠΛΩΝ <box>650 86 845 98</box>
power-cut-2-sub: ΕΙΣ ΤΟΥΣ ΝΟΜΟΥΣ ΚΟΖΑΝΗΣ, ΠΙΕΡΙΑΣ ΧΑΛΚΙΔΙΚΗΣ ΚΙΛΚΙΣ ΚΑΙ ΠΕΛΛΗΣ <box>1402 628 1560 661</box>
column-1 <box>14 14 429 974</box>
hellas-title: Η HELLAS CAN Α.Ε. <box>106 886 336 913</box>
ticket-price-row-label: ΓΕΝΙΚΗ ΕΙΣΟΔΟΣ <box>442 1137 523 1148</box>
sugar-company-ad <box>14 601 162 870</box>
power-cut-zone: 3) Ἀπὸ ὥρας 07.30 ἕως 11.00, εἰς τὴν περιοχὴν Ἀμπελοκήπων. <box>658 626 927 637</box>
tender-title: ΠΡΟΜΗΘΕΙΑ ΧΗΜΙΚΩΝ ΠΡΟΪΟΝΤΩΝ <box>858 173 1050 186</box>
article-text: ΞΑΝΘΗ, 20. — Ἐπιλείφθησαν εἰς τὴν αἴθουσαν τοῦ Δήμου ἔκθεσις ζωγραφικῆς. <box>14 447 216 469</box>
power-cut-2-title: ΔΙΑΚΟΠΗ ΗΛΕΚΤΡΙΚΟΥ ΡΕΥΜΑΤΟΣ <box>1447 573 1524 615</box>
tender-text: Ἐκτίθενται εἰς φανερὸν πλειοδοτικὸν διαγωνισμὸν λευκοδέρματα. <box>1062 179 1258 200</box>
travel-row-label: Βιέννη—Βουδαπέστη <box>180 743 270 754</box>
dei-logo-icon: ΔΕΗ <box>658 498 703 543</box>
prices-title: καθώς τιμὰς εἰσιτηρίων: <box>489 1123 597 1133</box>
column-rule <box>1264 14 1265 2310</box>
ticket-price-row <box>440 1148 638 1158</box>
doctor-name: ΓΕΩΡΓΙΟΣ ΦΩΤ. ΣΑΚΕΛΛΑΡΙΔΗΣ <box>855 461 988 472</box>
doctor-name: ΣΤΕΛΑ ΛΙΑΝΟΥ-ΚΟΥΡΤΗ <box>1062 434 1160 445</box>
doctor-entry <box>856 408 1053 428</box>
article-text: ΑΘΗΝΑΙ, 20. — Συνῆλθε ἡ δευτέρα πανελλαδική σύσκεψη τῶν ἐργαζομένων κεραμοποιῶν. <box>14 329 216 361</box>
painting-body: Ἡ Ἑλληνικὴ Βιομηχανία Ζαχάρεως Α.Ε. προκηρύσσει διαγωνισμὸν. <box>1270 685 1388 718</box>
doctor-details: Ὀφθαλμίατρος, Τσιμισκῆ 77 <box>1062 419 1176 428</box>
travel-row-label: Ἰταλία <box>180 773 209 784</box>
plots-names: Β. ΚΑΛΑΜΑΡΑΣ — Μ. ΠΑΓΚΑΛΟΣ <box>459 877 619 889</box>
cinema-open: ΕΝΑΡΞΗ ΘΕΡΙΝΗΣ ΠΕΡΙΟΔΟΥ <box>475 970 603 981</box>
article-text: ΑΘΗΝΑΙ, 20. — Ὁ ὑπουργὸς Κοινωνικῶν Ὑπηρεσιῶν ἀνακοινώνει. <box>440 622 638 643</box>
doctor-details: Δερματολόγος — Ἀφροδισιολόγος, Τσιμισκῆ 3, τηλ. 271-388 <box>650 445 838 465</box>
name-day-text: Διευθύνοντα Σύμβουλον τῆς ἐπιχειρήσεως ΑΦΟΙ Κ. ΜΟΥΜΤΖΙΔΗ τὸ προσωπικὸν εὔχεται ΧΡΟΝΙΑ ΠΟΛΛΑ. <box>1280 529 1556 550</box>
tender-title: ΜΙΣΘΩΣΙΣ ΔΙΑΜΕΡΙΣΜΑΤΩΝ <box>674 183 821 195</box>
plots-title: ΟΙΚΟΠΕΔΑ <box>481 805 597 830</box>
tender-body: Ἡ Ἑλληνικὴ Βιομηχανία Ζαχάρεως Α.Ε. προκηρύσσει δημοσίους μειοδοτικοὺς διαγωνισμούς. <box>14 724 162 766</box>
travel-row-value: 29/7—11/8 <box>372 763 419 774</box>
notice-text: Ἀφίσις προσφέρονται ἐκ Γαλλίας δ. Βοτανολόγου «Ζεφύρου». <box>440 770 638 791</box>
tender-title: ΑΝΑΔΕΙΞΙΣ ΠΡΟΜΗΘΕΥΤΟΥ ΚΡΗΟΥ <box>859 249 1049 262</box>
ticket-price-row-label: ΙΣΧΥΟΥΝ ΦΟΙΤΗΤΙΚΑ <box>442 1157 537 1168</box>
tender-text: Ἡ ἕνωσις Δημοτικῶν Ἐπιχειρήσεων προκηρύσσει διαγωνισμὸν. <box>650 295 846 316</box>
travel-agency: ΠΡΑΚΤΟΡΕΙΟΝ ΔΟΥΚΑ ΟΕ ΒΕΝΙΖΕΛΟΥ 6 <box>193 789 406 802</box>
ticket-price-row <box>440 1138 638 1148</box>
subheadline-florina: ΑΠΕΡΓΙΑ ΚΕΡΑΜΟΠΟΙΩΝ ΣΤΗ ΦΛΩΡΙΝΑ <box>248 328 407 351</box>
cinema-ad <box>440 912 638 1047</box>
article-candidates: ΑΘΗΝΑΙ, 20. — Ὁ ὑπουργὸς Κοινωνικῶν Ὑπηρεσιῶν ἀνακοινώνει. Οἱ ἐνδιαφερόμενοι καλοῦνται νὰ ὑποβάλουν τὰ δικαιολογητικὰ των εἰς τὰ ἁρμόδια γραφεῖα. <box>440 622 638 677</box>
article-earthquake: ΑΘΗΝΑΙ, 20. — Ὁ ὑπουργὸς Δημοσίων Ἔργων κατέθεσε τὸ νομοσχέδιον. Τὸ νομοσχέδιον προβλέπει τὴν χορήγησιν δανείων διὰ τὴν ἀνοικοδόμησιν τῶν κατεστραμμένων κατοικιῶν. <box>440 418 638 473</box>
travel-phone: ΤΗΛΕΦ. 277.468, 269.984 <box>234 801 364 813</box>
tender-text: Τὸ ἵδρυμα «Παιδικὰ Χωριὰ» προκηρύσσει πρόχειρον διαγωνισμόν. <box>855 264 1053 284</box>
headline-trikala-school: ΠΡΟΚΗΡΥΧΘΗ ΔΙΑΓΩΝΙΣΜΟΣ ΓΙΑ ΕΙΣΑΓΩΓΗ ΜΑΘΗΤΩΝ ΣΤΗ ΣΧΟΛΗ ΜΟΝΙΜΩΝ ΥΠΑΞΙΩΜΑΤΙΚΩΝ ΤΩΝ ΤΡΙΚΑΛΩΝ <box>14 511 429 547</box>
travel-row <box>178 774 421 784</box>
doctor-entry <box>650 434 846 465</box>
